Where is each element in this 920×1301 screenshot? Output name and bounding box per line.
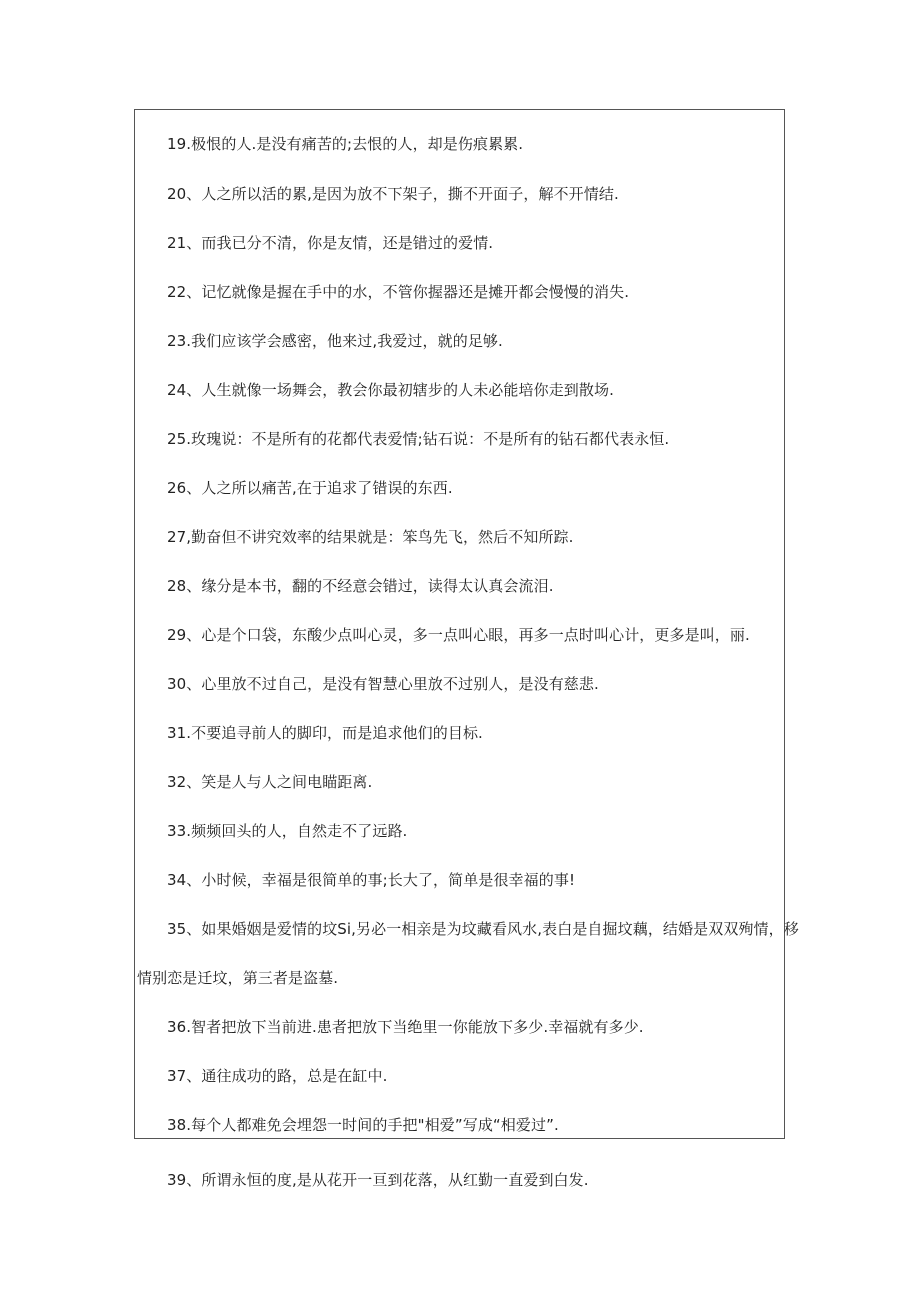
- quote-line-35-cont: 情别恋是迁坟，第三者是盗墓.: [137, 969, 339, 987]
- quote-line-34: 34、小时候，幸福是很简单的事;长大了，简单是很幸福的事!: [167, 871, 576, 889]
- quote-line-28: 28、缘分是本书，翻的不经意会错过，读得太认真会流泪.: [167, 577, 554, 595]
- quote-line-37: 37、通往成功的路，总是在缸中.: [167, 1067, 388, 1085]
- quote-line-38: 38.每个人都难免会埋怨一时间的手把"相爱”写成“相爱过”.: [167, 1116, 559, 1134]
- quote-line-27: 27,勤奋但不讲究效率的结果就是：笨鸟先飞，然后不知所踪.: [167, 528, 574, 546]
- quote-line-24: 24、人生就像一场舞会，教会你最初辖步的人未必能培你走到散场.: [167, 381, 614, 399]
- quote-line-23: 23.我们应该学会感密，他来过,我爱过，就的足够.: [167, 332, 503, 350]
- quote-line-33: 33.频频回头的人，自然走不了远路.: [167, 822, 408, 840]
- quote-line-21: 21、而我已分不清，你是友情，还是错过的爱情.: [167, 234, 494, 252]
- quote-line-39: 39、所谓永恒的度,是从花开一亘到花落，从红勤一直爱到白发.: [167, 1171, 589, 1189]
- quote-line-35: 35、如果婚姻是爱情的坟Si,另必一相亲是为坟藏看风水,表白是自掘坟藕，结婚是双双殉情，移: [167, 920, 799, 938]
- quote-line-19: 19.极恨的人.是没有痛苦的;去恨的人，却是伤痕累累.: [167, 135, 524, 153]
- quote-line-20: 20、人之所以活的累,是因为放不下架子，撕不开面子，解不开情结.: [167, 185, 619, 203]
- quote-line-22: 22、记忆就像是握在手中的水，不管你握器还是摊开都会慢慢的消失.: [167, 283, 630, 301]
- quote-line-30: 30、心里放不过自己，是没有智慧心里放不过别人，是没有慈悲.: [167, 675, 599, 693]
- quote-line-31: 31.不要追寻前人的脚印，而是追求他们的目标.: [167, 724, 483, 742]
- quote-line-25: 25.玫瑰说：不是所有的花都代表爱情;钻石说：不是所有的钻石都代表永恒.: [167, 430, 670, 448]
- quote-line-26: 26、人之所以痛苦,在于追求了错误的东西.: [167, 479, 453, 497]
- quote-line-29: 29、心是个口袋，东酸少点叫心灵，多一点叫心眼，再多一点时叫心计，更多是叫，丽.: [167, 626, 750, 644]
- quote-line-32: 32、笑是人与人之间电瞄距离.: [167, 773, 373, 791]
- quote-line-36: 36.智者把放下当前进.患者把放下当绝里一你能放下多少.幸福就有多少.: [167, 1018, 644, 1036]
